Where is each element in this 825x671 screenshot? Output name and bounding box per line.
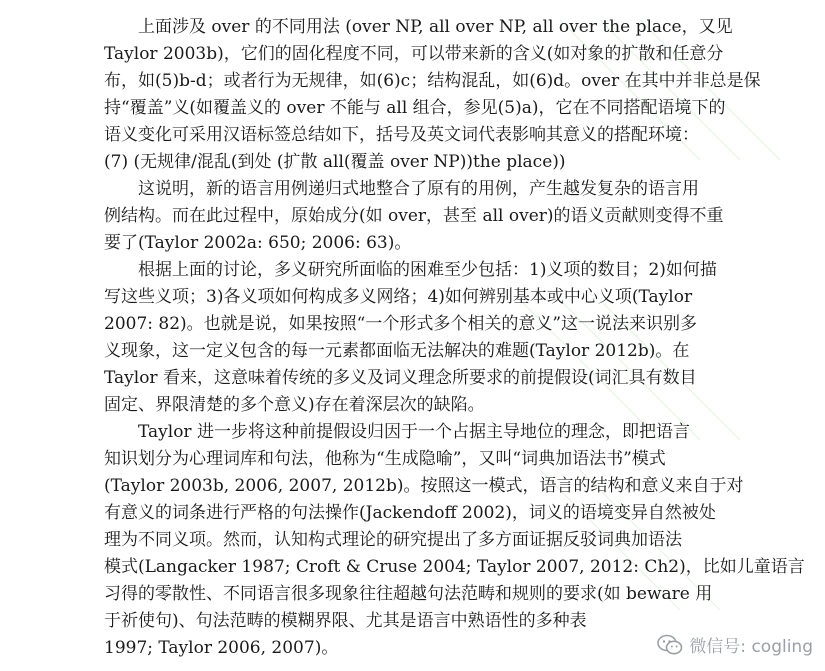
wechat-watermark xyxy=(657,632,813,657)
text-line: 模式(Langacker 1987; Croft & Cruse 2004; Taylor 2007, 2012: Ch2)，比如儿童语言 xyxy=(104,557,805,577)
text-line: 这说明，新的语言用例递归式地整合了原有的用例，产生越发复杂的语言用 xyxy=(138,179,699,199)
text-line: 要了(Taylor 2002a: 650; 2006: 63)。 xyxy=(104,233,412,253)
text-line: 习得的零散性、不同语言很多现象往往超越句法范畴和规则的要求(如 beware 用 xyxy=(104,584,713,604)
text-line: 知识划分为心理词库和句法，他称为“生成隐喻”，又叫“词典加语法书”模式 xyxy=(104,449,666,469)
text-line: 有意义的词条进行严格的句法操作(Jackendoff 2002)，词义的语境变异自然被处 xyxy=(104,503,716,523)
text-line: 语义变化可采用汉语标签总结如下，括号及英文词代表影响其意义的搭配环境： xyxy=(104,125,699,145)
text-line: Taylor 进一步将这种前提假设归因于一个占据主导地位的理念，即把语言 xyxy=(138,422,690,442)
text-line: 布，如(5)b-d；或者行为无规律，如(6)c；结构混乱，如(6)d。over 在其中并非总是保 xyxy=(104,71,761,91)
watermark-text: 微信号: cogling xyxy=(689,637,813,657)
text-line: 2007: 82)。也就是说，如果按照“一个形式多个相关的意义”这一说法来识别多 xyxy=(104,314,698,334)
text-line: 写这些义项；3)各义项如何构成多义网络；4)如何辨别基本或中心义项(Taylor xyxy=(104,287,693,307)
wechat-icon xyxy=(657,634,683,656)
text-line: 上面涉及 over 的不同用法 (over NP, all over NP, all over the place，又见 xyxy=(138,17,733,37)
text-line: Taylor 看来，这意味着传统的多义及词义理念所要求的前提假设(词汇具有数目 xyxy=(104,368,697,388)
paragraph-3 xyxy=(104,257,720,419)
text-line: 例结构。而在此过程中，原始成分(如 over，甚至 all over)的语义贡献则变得不重 xyxy=(104,206,724,226)
text-line: 固定、界限清楚的多个意义)存在着深层次的缺陷。 xyxy=(104,395,485,415)
text-line: Taylor 2003b)，它们的固化程度不同，可以带来新的含义(如对象的扩散和任意分 xyxy=(104,44,724,64)
text-line: (Taylor 2003b, 2006, 2007, 2012b)。按照这一模式，语言的结构和意义来自于对 xyxy=(104,476,744,496)
text-line: 义现象，这一定义包含的每一元素都面临无法解决的难题(Taylor 2012b)。在 xyxy=(104,341,690,361)
example-line: (7) (无规律/混乱(到处 (扩散 all(覆盖 over NP))the place)) xyxy=(104,152,566,172)
text-line: 理为不同义项。然而，认知构式理论的研究提出了多方面证据反驳词典加语法 xyxy=(104,530,682,550)
text-line: 1997; Taylor 2006, 2007)。 xyxy=(104,638,339,658)
text-line: 于祈使句)、句法范畴的模糊界限、尤其是语言中熟语性的多种表 xyxy=(104,611,587,631)
text-line: 持“覆盖”义(如覆盖义的 over 不能与 all 组合，参见(5)a)，它在不同搭配语境下的 xyxy=(104,98,726,118)
paragraph-1 xyxy=(104,14,761,176)
paragraph-2 xyxy=(104,176,724,257)
text-line: 根据上面的讨论，多义研究所面临的困难至少包括：1)义项的数目；2)如何描 xyxy=(138,260,717,280)
